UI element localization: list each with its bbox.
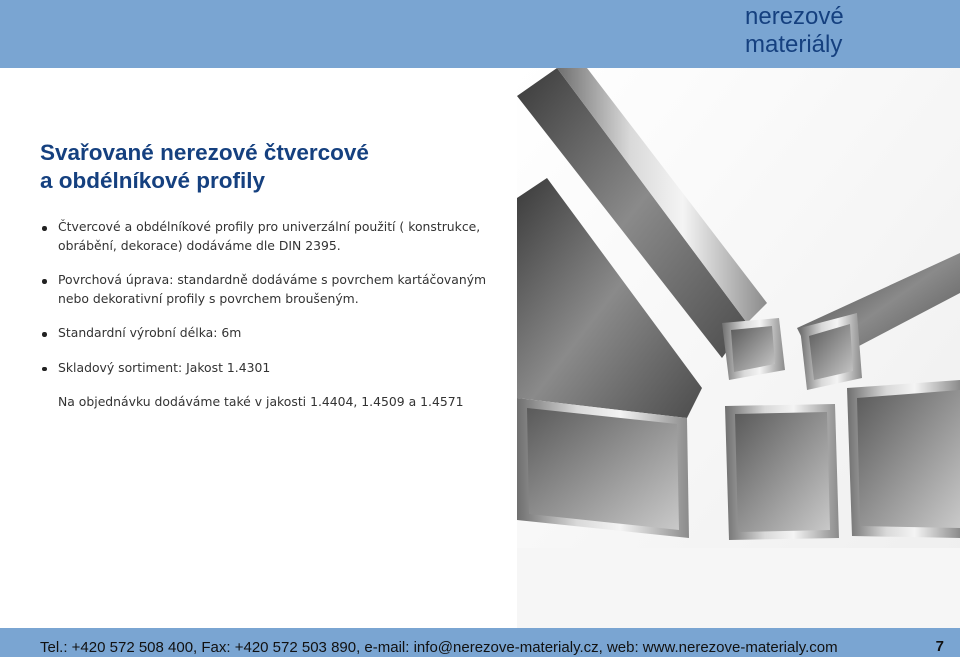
feature-list: [40, 218, 510, 428]
contact-info: Tel.: +420 572 508 400, Fax: +420 572 503 890, e-mail: info@nerezove-materialy.cz, web: www.nerezove-materialy.com: [40, 639, 838, 656]
title-line-2: a obdélníkové profily: [40, 168, 266, 193]
logo-line-2: materiály: [745, 31, 843, 58]
logo-line-1: nerezové: [745, 3, 844, 30]
page-title: [40, 139, 369, 195]
bullet-item-din: Čtvercové a obdélníkové profily pro univerzální použití ( konstrukce, obrábění, dekorace) dodáváme dle DIN 2395.: [40, 218, 510, 255]
bullet-item-surface: Povrchová úprava: standardně dodáváme s povrchem kartáčovaným nebo dekorativní profily s povrchem broušeným.: [40, 271, 510, 308]
bullet-item-length: Standardní výrobní délka: 6m: [40, 324, 510, 343]
order-note: Na objednávku dodáváme také v jakosti 1.4404, 1.4509 a 1.4571: [58, 394, 464, 409]
brand-logo: [744, 0, 860, 62]
bullet-item-stock: Skladový sortiment: Jakost 1.4301: [40, 359, 510, 378]
page-number: 7: [935, 638, 944, 655]
title-line-1: Svařované nerezové čtvercové: [40, 140, 369, 165]
product-photo-steel-tubes: [517, 68, 960, 628]
